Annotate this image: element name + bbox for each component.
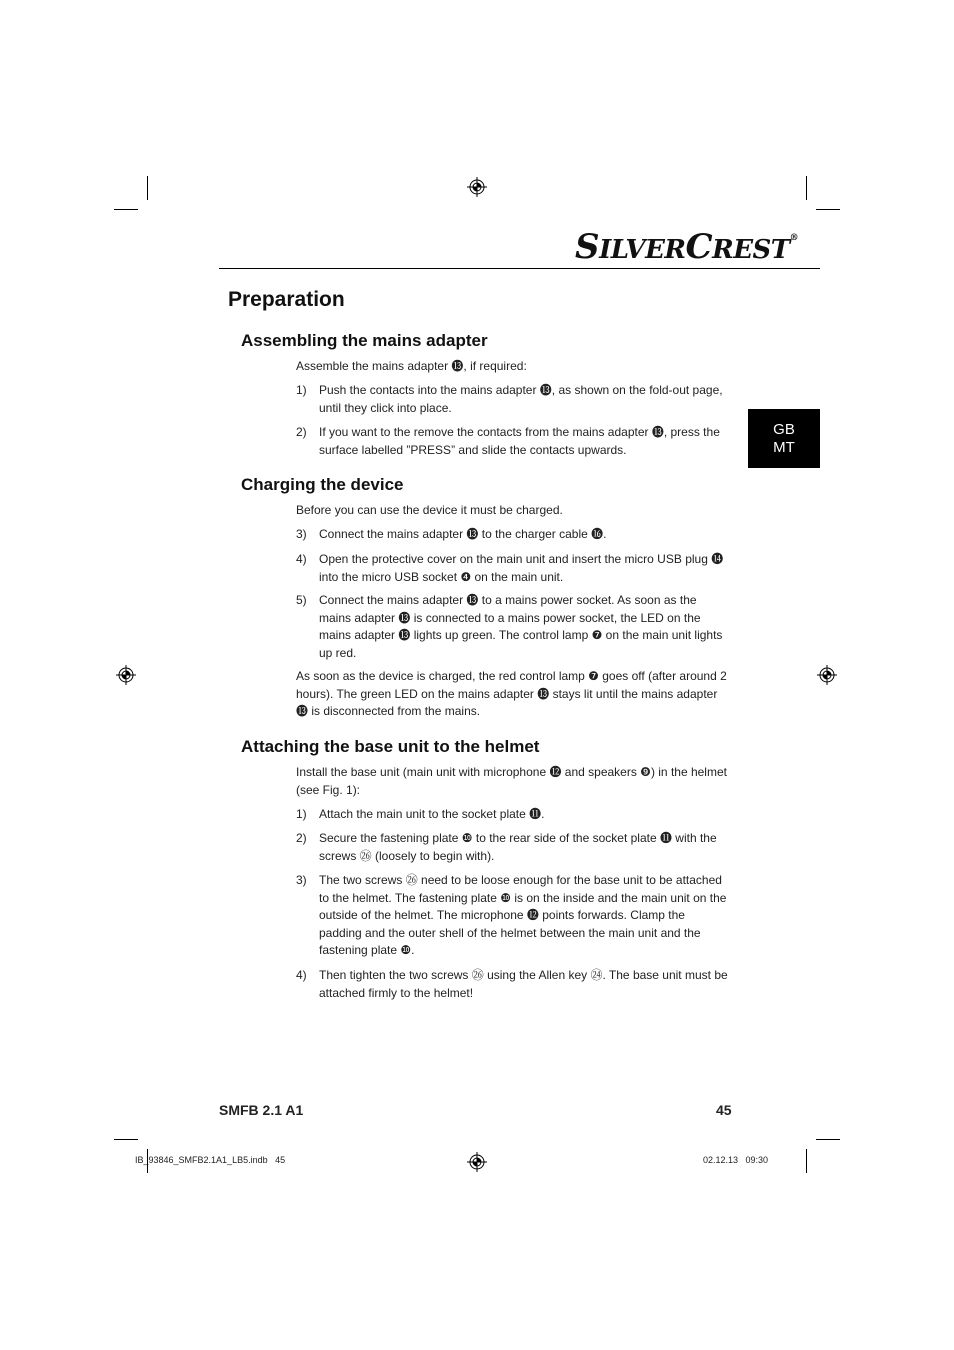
step-text: Attach the main unit to the socket plate ⓫. xyxy=(319,807,545,821)
step-text: Then tighten the two screws ㉖ using the Allen key ㉔. The base unit must be attached firmly to the helmet! xyxy=(319,968,728,1000)
step-text: Open the protective cover on the main unit and insert the micro USB plug ⓮ into the micro USB socket ❹ on the main unit. xyxy=(319,552,724,584)
registration-mark-icon xyxy=(467,1152,487,1172)
logo-text: ILVER xyxy=(599,235,686,265)
list-item xyxy=(296,424,730,459)
crop-mark xyxy=(806,1149,807,1173)
language-code: GB xyxy=(773,420,795,438)
step-number: 4) xyxy=(296,968,307,982)
logo-text: REST xyxy=(712,235,790,265)
paragraph: As soon as the device is charged, the red control lamp ❼ goes off (after around 2 hours). The green LED on the mains adapter ⓭ stays lit until the mains adapter ⓭ is disconnected from the mains. xyxy=(296,669,727,718)
step-text: Secure the fastening plate ❿ to the rear side of the socket plate ⓫ with the screws ㉖ (loosely to begin with). xyxy=(319,831,717,863)
crop-mark xyxy=(147,176,148,200)
paragraph: Before you can use the device it must be charged. xyxy=(296,503,563,517)
crop-mark xyxy=(806,176,807,200)
page-title: Preparation xyxy=(228,288,345,311)
crop-mark xyxy=(114,1139,138,1140)
list-item xyxy=(296,830,730,865)
registration-mark-icon xyxy=(116,665,136,685)
section-heading-attaching: Attaching the base unit to the helmet xyxy=(241,737,540,756)
step-number: 3) xyxy=(296,873,307,887)
language-code: MT xyxy=(773,438,795,456)
crop-mark xyxy=(816,209,840,210)
logo-registered: ® xyxy=(789,233,799,243)
list-item xyxy=(296,526,730,544)
section-heading-charging: Charging the device xyxy=(241,475,404,494)
step-number: 4) xyxy=(296,552,307,566)
step-number: 2) xyxy=(296,425,307,439)
list-item xyxy=(296,806,730,824)
list-item xyxy=(296,872,730,960)
step-text: Connect the mains adapter ⓭ to the charger cable ⓰. xyxy=(319,527,607,541)
registration-mark-icon xyxy=(467,177,487,197)
step-text: Push the contacts into the mains adapter ⓭, as shown on the fold-out page, until they click into place. xyxy=(319,383,723,415)
section-heading-assembling: Assembling the mains adapter xyxy=(241,331,488,350)
step-number: 2) xyxy=(296,831,307,845)
brand-logo xyxy=(575,227,798,267)
step-number: 1) xyxy=(296,383,307,397)
registration-mark-icon xyxy=(817,665,837,685)
list-item xyxy=(296,382,730,417)
paragraph: Assemble the mains adapter ⓭, if required: xyxy=(296,359,527,373)
crop-mark xyxy=(114,209,138,210)
step-text: The two screws ㉖ need to be loose enough for the base unit to be attached to the helmet. The fastening plate ❿ is on the inside and the main unit on the outside of the helmet. The microphone ⓬ points forwards. Clamp the padding and the outer shell of the helmet between the main unit and the fastening plate ❿. xyxy=(319,873,727,957)
page-number: 45 xyxy=(716,1102,732,1118)
logo-text: C xyxy=(685,227,713,267)
print-slug-file: IB_93846_SMFB2.1A1_LB5.indb 45 xyxy=(135,1155,286,1165)
paragraph: Install the base unit (main unit with microphone ⓬ and speakers ❾) in the helmet (see Fig. 1): xyxy=(296,765,727,797)
language-tab xyxy=(748,409,820,468)
step-text: Connect the mains adapter ⓭ to a mains power socket. As soon as the mains adapter ⓭ is connected to a mains power socket, the LED on the mains adapter ⓭ lights up green. The control lamp ❼ on the main unit lights up red. xyxy=(319,593,723,660)
footer-model: SMFB 2.1 A1 xyxy=(219,1102,304,1118)
crop-mark xyxy=(816,1139,840,1140)
step-number: 5) xyxy=(296,593,307,607)
header-divider xyxy=(219,268,820,269)
list-item xyxy=(296,592,730,662)
step-number: 1) xyxy=(296,807,307,821)
print-slug-date: 02.12.13 09:30 xyxy=(703,1155,769,1165)
logo-text: S xyxy=(575,227,600,267)
list-item xyxy=(296,551,730,586)
step-text: If you want to the remove the contacts from the mains adapter ⓭, press the surface labelled ”PRESS” and slide the contacts upwards. xyxy=(319,425,720,457)
list-item xyxy=(296,967,730,1002)
step-number: 3) xyxy=(296,527,307,541)
